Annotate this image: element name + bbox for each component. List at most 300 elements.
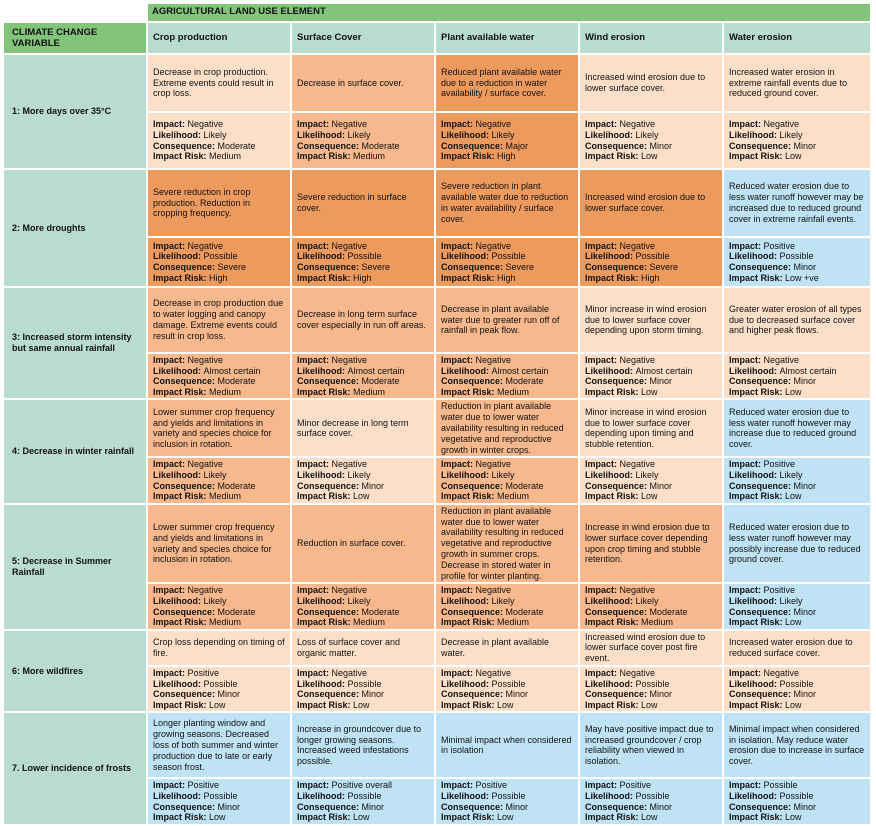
rating-key-consequence: Consequence xyxy=(441,801,501,812)
rating-value-consequence: Minor xyxy=(649,801,673,812)
rating-line-impact: Impact: Negative xyxy=(297,355,368,365)
rating-key-impact: Impact xyxy=(297,459,327,470)
rating-line-consequence: Consequence: Minor xyxy=(585,140,673,151)
rating-value-consequence: Minor xyxy=(217,801,241,812)
rating-key-consequence: Consequence xyxy=(297,376,357,387)
rating-value-impact: Negative xyxy=(763,668,800,679)
rating-value-likelihood: Possible xyxy=(779,678,814,689)
effect-description-wind-erosion: Minor increase in wind erosion due to lower surface cover depending upon timing and stubble retention. xyxy=(580,400,722,456)
rating-line-likelihood: Likelihood: Possible xyxy=(153,678,238,689)
rating-value-impact: Positive xyxy=(763,240,796,251)
rating-line-impact: Impact: Negative xyxy=(441,668,512,679)
rating-key-likelihood: Likelihood xyxy=(729,365,774,376)
rating-value-likelihood: Almost certain xyxy=(635,365,693,376)
rating-key-risk: Impact Risk xyxy=(729,812,780,823)
rating-key-consequence: Consequence xyxy=(729,689,789,700)
rating-value-consequence: Minor xyxy=(649,480,673,491)
risk-rating-water-erosion xyxy=(724,779,870,823)
rating-key-likelihood: Likelihood xyxy=(729,129,774,140)
risk-rating-surface-cover xyxy=(292,584,434,628)
rating-key-consequence: Consequence xyxy=(585,262,645,272)
rating-value-risk: Low xyxy=(497,699,514,710)
rating-value-likelihood: Possible xyxy=(635,251,670,262)
rating-line-impact: Impact: Negative xyxy=(441,585,512,596)
rating-value-risk: Low +ve xyxy=(785,272,819,283)
risk-rating-water-erosion xyxy=(724,667,870,711)
rating-line-impact: Impact: Negative xyxy=(297,585,368,596)
rating-key-consequence: Consequence xyxy=(585,689,645,700)
rating-line-consequence: Consequence: Minor xyxy=(297,689,385,700)
column-header-water-erosion: Water erosion xyxy=(724,23,870,53)
risk-rating-crop-production xyxy=(148,458,290,502)
rating-key-consequence: Consequence xyxy=(297,140,357,151)
rating-line-likelihood: Likelihood: Likely xyxy=(585,129,659,140)
rating-line-risk: Impact Risk: High xyxy=(585,272,660,283)
rating-key-risk: Impact Risk xyxy=(153,386,204,397)
rating-key-likelihood: Likelihood xyxy=(153,251,198,262)
rating-value-consequence: Minor xyxy=(649,689,673,700)
rating-line-likelihood: Likelihood: Possible xyxy=(441,791,526,802)
rating-line-impact: Impact: Positive xyxy=(153,780,220,791)
rating-key-impact: Impact xyxy=(585,459,615,470)
rating-key-risk: Impact Risk xyxy=(729,617,780,628)
rating-line-consequence: Consequence: Minor xyxy=(153,801,241,812)
rating-line-risk: Impact Risk: Medium xyxy=(441,386,530,397)
rating-key-likelihood: Likelihood xyxy=(441,678,486,689)
rating-line-consequence: Consequence: Minor xyxy=(729,606,817,617)
rating-key-likelihood: Likelihood xyxy=(729,595,774,606)
rating-key-impact: Impact xyxy=(441,240,471,251)
risk-rating-plant-available-water xyxy=(436,238,578,286)
rating-key-risk: Impact Risk xyxy=(297,272,348,283)
rating-key-consequence: Consequence xyxy=(441,262,501,272)
rating-value-consequence: Minor xyxy=(793,262,817,272)
rating-value-likelihood: Possible xyxy=(635,678,670,689)
rating-key-risk: Impact Risk xyxy=(297,386,348,397)
rating-line-impact: Impact: Positive overall xyxy=(297,780,393,791)
rating-line-likelihood: Likelihood: Possible xyxy=(297,678,382,689)
rating-key-impact: Impact xyxy=(297,668,327,679)
rating-key-consequence: Consequence xyxy=(297,801,357,812)
effect-description-water-erosion: Reduced water erosion due to less water runoff however may possibly increase due to reduced ground cover. xyxy=(724,505,870,583)
rating-value-impact: Negative xyxy=(187,585,224,596)
rating-key-impact: Impact xyxy=(585,585,615,596)
rating-key-likelihood: Likelihood xyxy=(729,678,774,689)
rating-value-risk: High xyxy=(497,151,516,162)
effect-description-water-erosion: Increased water erosion due to reduced surface cover. xyxy=(724,631,870,665)
rating-value-consequence: Moderate xyxy=(361,140,400,151)
rating-line-impact: Impact: Negative xyxy=(585,585,656,596)
rating-line-likelihood: Likelihood: Possible xyxy=(441,251,526,262)
rating-value-likelihood: Possible xyxy=(491,678,526,689)
rating-line-consequence: Consequence: Minor xyxy=(729,262,817,272)
rating-value-impact: Negative xyxy=(331,355,368,365)
rating-value-impact: Negative xyxy=(331,119,368,130)
rating-key-impact: Impact xyxy=(153,459,183,470)
effect-description-surface-cover: Loss of surface cover and organic matter. xyxy=(292,631,434,665)
rating-key-likelihood: Likelihood xyxy=(153,129,198,140)
rating-key-consequence: Consequence xyxy=(153,606,213,617)
column-header-surface-cover: Surface Cover xyxy=(292,23,434,53)
rating-key-likelihood: Likelihood xyxy=(153,595,198,606)
rating-value-consequence: Minor xyxy=(793,140,817,151)
risk-rating-crop-production xyxy=(148,238,290,286)
risk-rating-surface-cover xyxy=(292,667,434,711)
rating-line-consequence: Consequence: Moderate xyxy=(441,376,544,387)
rating-value-impact: Positive xyxy=(475,780,508,791)
rating-value-impact: Negative xyxy=(619,668,656,679)
rating-key-likelihood: Likelihood xyxy=(441,791,486,802)
rating-key-impact: Impact xyxy=(729,240,759,251)
land-use-element-header: AGRICULTURAL LAND USE ELEMENT xyxy=(148,4,870,21)
rating-key-risk: Impact Risk xyxy=(441,699,492,710)
rating-value-consequence: Minor xyxy=(505,801,529,812)
rating-value-consequence: Moderate xyxy=(649,606,688,617)
rating-value-likelihood: Likely xyxy=(203,469,227,480)
rating-value-consequence: Moderate xyxy=(217,140,256,151)
table-row-description xyxy=(4,288,870,352)
effect-description-surface-cover: Decrease in surface cover. xyxy=(292,55,434,111)
rating-value-impact: Negative xyxy=(475,240,512,251)
rating-value-impact: Negative xyxy=(763,355,800,365)
column-header-wind-erosion: Wind erosion xyxy=(580,23,722,53)
column-header-plant-available-water: Plant available water xyxy=(436,23,578,53)
rating-value-likelihood: Possible xyxy=(491,251,526,262)
risk-rating-water-erosion xyxy=(724,458,870,502)
rating-line-likelihood: Likelihood: Almost certain xyxy=(153,365,261,376)
risk-rating-plant-available-water xyxy=(436,354,578,398)
rating-key-impact: Impact xyxy=(153,119,183,130)
rating-line-consequence: Consequence: Minor xyxy=(729,140,817,151)
rating-value-risk: Medium xyxy=(497,491,530,502)
rating-value-impact: Possible xyxy=(763,780,798,791)
rating-value-likelihood: Likely xyxy=(203,129,227,140)
risk-rating-water-erosion xyxy=(724,113,870,168)
rating-key-consequence: Consequence xyxy=(297,689,357,700)
rating-key-risk: Impact Risk xyxy=(441,812,492,823)
rating-key-impact: Impact xyxy=(153,585,183,596)
rating-line-risk: Impact Risk: Low xyxy=(441,812,514,823)
rating-line-consequence: Consequence: Moderate xyxy=(441,606,544,617)
effect-description-plant-available-water: Severe reduction in plant available water due to reduction in water availability / surface cover. xyxy=(436,170,578,236)
header-spacer xyxy=(4,4,146,21)
rating-line-risk: Impact Risk: Low +ve xyxy=(729,272,819,283)
rating-value-risk: Low xyxy=(785,386,802,397)
rating-line-likelihood: Likelihood: Possible xyxy=(297,791,382,802)
rating-line-likelihood: Likelihood: Likely xyxy=(297,595,371,606)
rating-key-likelihood: Likelihood xyxy=(585,251,630,262)
rating-key-consequence: Consequence xyxy=(297,480,357,491)
rating-line-consequence: Consequence: Moderate xyxy=(297,376,400,387)
rating-value-risk: Low xyxy=(353,812,370,823)
rating-value-likelihood: Possible xyxy=(779,251,814,262)
rating-key-risk: Impact Risk xyxy=(729,151,780,162)
rating-key-risk: Impact Risk xyxy=(441,151,492,162)
rating-line-impact: Impact: Negative xyxy=(585,355,656,365)
rating-value-impact: Negative xyxy=(331,668,368,679)
rating-value-risk: Low xyxy=(785,812,802,823)
rating-line-consequence: Consequence: Minor xyxy=(729,689,817,700)
rating-key-risk: Impact Risk xyxy=(729,386,780,397)
rating-line-risk: Impact Risk: Low xyxy=(585,699,658,710)
rating-key-risk: Impact Risk xyxy=(153,617,204,628)
rating-key-risk: Impact Risk xyxy=(585,617,636,628)
rating-value-likelihood: Possible xyxy=(635,791,670,802)
rating-key-consequence: Consequence xyxy=(297,262,357,272)
rating-value-impact: Positive xyxy=(187,668,220,679)
rating-line-likelihood: Likelihood: Likely xyxy=(441,595,515,606)
rating-line-risk: Impact Risk: Low xyxy=(153,812,226,823)
rating-line-risk: Impact Risk: Low xyxy=(585,151,658,162)
rating-value-consequence: Severe xyxy=(217,262,247,272)
rating-line-likelihood: Likelihood: Possible xyxy=(153,251,238,262)
rating-value-impact: Negative xyxy=(619,459,656,470)
rating-key-risk: Impact Risk xyxy=(153,151,204,162)
effect-description-plant-available-water: Minimal impact when considered in isolation xyxy=(436,713,578,777)
rating-line-likelihood: Likelihood: Possible xyxy=(441,678,526,689)
rating-line-risk: Impact Risk: Low xyxy=(441,699,514,710)
rating-value-impact: Positive xyxy=(619,780,652,791)
rating-value-likelihood: Almost certain xyxy=(347,365,405,376)
risk-rating-crop-production xyxy=(148,113,290,168)
rating-line-impact: Impact: Negative xyxy=(585,240,656,251)
rating-value-risk: Low xyxy=(641,151,658,162)
risk-rating-wind-erosion xyxy=(580,458,722,502)
rating-value-risk: Medium xyxy=(353,386,386,397)
rating-value-risk: Low xyxy=(641,386,658,397)
rating-key-impact: Impact xyxy=(297,119,327,130)
rating-value-risk: Low xyxy=(641,812,658,823)
rating-line-consequence: Consequence: Severe xyxy=(153,262,247,272)
rating-key-consequence: Consequence xyxy=(153,140,213,151)
rating-value-likelihood: Likely xyxy=(491,595,515,606)
rating-value-impact: Negative xyxy=(331,585,368,596)
rating-key-consequence: Consequence xyxy=(729,140,789,151)
rating-value-impact: Negative xyxy=(475,585,512,596)
rating-key-risk: Impact Risk xyxy=(585,491,636,502)
rating-line-risk: Impact Risk: Low xyxy=(729,151,802,162)
rating-line-consequence: Consequence: Moderate xyxy=(153,606,256,617)
rating-key-impact: Impact xyxy=(585,668,615,679)
rating-key-impact: Impact xyxy=(297,585,327,596)
rating-key-impact: Impact xyxy=(441,668,471,679)
rating-line-impact: Impact: Negative xyxy=(441,459,512,470)
rating-value-likelihood: Possible xyxy=(203,678,238,689)
rating-value-likelihood: Likely xyxy=(635,129,659,140)
rating-value-consequence: Moderate xyxy=(217,376,256,387)
rating-key-likelihood: Likelihood xyxy=(585,365,630,376)
rating-value-likelihood: Likely xyxy=(347,595,371,606)
rating-key-impact: Impact xyxy=(585,355,615,365)
rating-value-likelihood: Likely xyxy=(635,469,659,480)
rating-value-consequence: Minor xyxy=(217,689,241,700)
risk-rating-crop-production xyxy=(148,667,290,711)
rating-line-likelihood: Likelihood: Possible xyxy=(585,251,670,262)
rating-key-impact: Impact xyxy=(153,240,183,251)
rating-value-risk: High xyxy=(353,272,372,283)
effect-description-surface-cover: Increase in groundcover due to longer growing seasons. Increased weed infestations possible. xyxy=(292,713,434,777)
risk-rating-wind-erosion xyxy=(580,113,722,168)
rating-line-impact: Impact: Positive xyxy=(729,240,796,251)
rating-key-risk: Impact Risk xyxy=(297,491,348,502)
rating-line-likelihood: Likelihood: Almost certain xyxy=(441,365,549,376)
rating-key-risk: Impact Risk xyxy=(153,272,204,283)
risk-rating-water-erosion xyxy=(724,354,870,398)
rating-key-impact: Impact xyxy=(297,240,327,251)
rating-key-likelihood: Likelihood xyxy=(585,129,630,140)
effect-description-plant-available-water: Decrease in plant available water. xyxy=(436,631,578,665)
risk-rating-surface-cover xyxy=(292,113,434,168)
rating-key-likelihood: Likelihood xyxy=(585,595,630,606)
risk-rating-surface-cover xyxy=(292,458,434,502)
rating-value-risk: Low xyxy=(785,699,802,710)
rating-key-risk: Impact Risk xyxy=(441,272,492,283)
rating-line-likelihood: Likelihood: Likely xyxy=(297,129,371,140)
rating-key-impact: Impact xyxy=(729,119,759,130)
rating-line-likelihood: Likelihood: Likely xyxy=(297,469,371,480)
effect-description-crop-production: Decrease in crop production. Extreme events could result in crop loss. xyxy=(148,55,290,111)
rating-key-likelihood: Likelihood xyxy=(729,251,774,262)
rating-line-impact: Impact: Negative xyxy=(297,459,368,470)
risk-rating-plant-available-water xyxy=(436,779,578,823)
rating-line-risk: Impact Risk: Low xyxy=(729,386,802,397)
rating-value-impact: Positive xyxy=(763,459,796,470)
risk-rating-crop-production xyxy=(148,354,290,398)
rating-value-likelihood: Likely xyxy=(779,129,803,140)
rating-key-consequence: Consequence xyxy=(729,376,789,387)
effect-description-wind-erosion: Increased wind erosion due to lower surface cover. xyxy=(580,170,722,236)
rating-key-impact: Impact xyxy=(153,668,183,679)
effect-description-wind-erosion: May have positive impact due to increased groundcover / crop reliability when viewed in isolation. xyxy=(580,713,722,777)
rating-value-risk: Low xyxy=(353,491,370,502)
rating-key-consequence: Consequence xyxy=(585,140,645,151)
rating-value-consequence: Minor xyxy=(793,689,817,700)
rating-value-risk: Low xyxy=(209,812,226,823)
risk-rating-crop-production xyxy=(148,584,290,628)
rating-line-consequence: Consequence: Moderate xyxy=(585,606,688,617)
rating-key-consequence: Consequence xyxy=(441,376,501,387)
risk-rating-plant-available-water xyxy=(436,667,578,711)
rating-line-likelihood: Likelihood: Likely xyxy=(585,595,659,606)
rating-key-impact: Impact xyxy=(585,780,615,791)
rating-key-impact: Impact xyxy=(585,240,615,251)
rating-value-consequence: Minor xyxy=(361,689,385,700)
table-row-description xyxy=(4,631,870,665)
rating-key-likelihood: Likelihood xyxy=(441,469,486,480)
rating-line-risk: Impact Risk: Low xyxy=(729,491,802,502)
rating-line-likelihood: Likelihood: Likely xyxy=(441,469,515,480)
effect-description-water-erosion: Increased water erosion in extreme rainfall events due to reduced ground cover. xyxy=(724,55,870,111)
rating-line-impact: Impact: Negative xyxy=(297,240,368,251)
rating-line-risk: Impact Risk: Low xyxy=(297,491,370,502)
effect-description-plant-available-water: Reduction in plant available water due to lower water availability resulting in reduced vegetative and reproductive growth in summer crops. Decrease in stored water in profile for winter planting. xyxy=(436,505,578,583)
rating-value-risk: High xyxy=(497,272,516,283)
rating-key-consequence: Consequence xyxy=(297,606,357,617)
rating-line-consequence: Consequence: Major xyxy=(441,140,529,151)
rating-value-consequence: Moderate xyxy=(505,376,544,387)
rating-key-likelihood: Likelihood xyxy=(297,129,342,140)
rating-line-risk: Impact Risk: High xyxy=(441,151,516,162)
rating-value-consequence: Moderate xyxy=(505,480,544,491)
rating-line-impact: Impact: Positive xyxy=(153,668,220,679)
rating-key-consequence: Consequence xyxy=(153,262,213,272)
climate-variable-label: 2: More droughts xyxy=(4,170,146,286)
rating-line-risk: Impact Risk: Medium xyxy=(441,491,530,502)
rating-line-impact: Impact: Negative xyxy=(441,240,512,251)
effect-description-plant-available-water: Reduction in plant available water due to lower water availability resulting in reduced vegetative and reproductive growth in winter crops. xyxy=(436,400,578,456)
header-row-top xyxy=(4,4,870,21)
rating-line-risk: Impact Risk: Medium xyxy=(585,617,674,628)
risk-rating-wind-erosion xyxy=(580,584,722,628)
rating-value-consequence: Moderate xyxy=(217,480,256,491)
rating-value-likelihood: Likely xyxy=(203,595,227,606)
rating-key-consequence: Consequence xyxy=(153,376,213,387)
rating-key-impact: Impact xyxy=(441,119,471,130)
rating-value-risk: Medium xyxy=(497,386,530,397)
rating-key-consequence: Consequence xyxy=(441,606,501,617)
rating-value-likelihood: Possible xyxy=(779,791,814,802)
rating-value-risk: Low xyxy=(353,699,370,710)
rating-value-risk: High xyxy=(641,272,660,283)
rating-value-risk: Medium xyxy=(209,151,242,162)
rating-value-consequence: Moderate xyxy=(505,606,544,617)
rating-key-impact: Impact xyxy=(729,585,759,596)
rating-value-risk: Low xyxy=(785,151,802,162)
rating-key-risk: Impact Risk xyxy=(585,386,636,397)
rating-value-impact: Negative xyxy=(187,119,224,130)
effect-description-water-erosion: Reduced water erosion due to less water runoff however may be increased due to reduced ground cover in extreme rainfall events. xyxy=(724,170,870,236)
effect-description-water-erosion: Reduced water erosion due to less water runoff however may increase due to reduced ground cover. xyxy=(724,400,870,456)
climate-risk-table xyxy=(2,2,872,826)
rating-line-likelihood: Likelihood: Almost certain xyxy=(585,365,693,376)
rating-key-impact: Impact xyxy=(441,780,471,791)
rating-key-likelihood: Likelihood xyxy=(297,678,342,689)
risk-rating-water-erosion xyxy=(724,584,870,628)
climate-variable-label: 7. Lower incidence of frosts xyxy=(4,713,146,823)
rating-value-risk: Medium xyxy=(353,617,386,628)
rating-value-likelihood: Likely xyxy=(779,595,803,606)
effect-description-water-erosion: Minimal impact when considered in isolation. May reduce water erosion due to increase in surface cover. xyxy=(724,713,870,777)
rating-line-likelihood: Likelihood: Likely xyxy=(153,129,227,140)
rating-key-consequence: Consequence xyxy=(441,140,501,151)
rating-value-likelihood: Almost certain xyxy=(203,365,261,376)
rating-line-likelihood: Likelihood: Possible xyxy=(729,678,814,689)
rating-value-likelihood: Likely xyxy=(635,595,659,606)
rating-value-risk: Low xyxy=(497,812,514,823)
rating-line-consequence: Consequence: Minor xyxy=(441,801,529,812)
rating-line-impact: Impact: Negative xyxy=(297,119,368,130)
rating-key-consequence: Consequence xyxy=(585,606,645,617)
rating-key-likelihood: Likelihood xyxy=(153,791,198,802)
climate-variable-label: 3: Increased storm intensity but same annual rainfall xyxy=(4,288,146,398)
rating-key-risk: Impact Risk xyxy=(441,386,492,397)
rating-value-consequence: Severe xyxy=(361,262,391,272)
rating-line-impact: Impact: Negative xyxy=(585,459,656,470)
rating-line-risk: Impact Risk: High xyxy=(297,272,372,283)
rating-line-risk: Impact Risk: Medium xyxy=(153,151,242,162)
rating-value-consequence: Minor xyxy=(361,801,385,812)
effect-description-crop-production: Severe reduction in crop production. Reduction in cropping frequency. xyxy=(148,170,290,236)
table-row-description xyxy=(4,713,870,777)
rating-value-impact: Positive xyxy=(187,780,220,791)
rating-key-likelihood: Likelihood xyxy=(297,365,342,376)
header-row-columns xyxy=(4,23,870,53)
rating-key-consequence: Consequence xyxy=(441,689,501,700)
rating-value-likelihood: Possible xyxy=(203,251,238,262)
rating-key-impact: Impact xyxy=(729,459,759,470)
rating-key-likelihood: Likelihood xyxy=(441,365,486,376)
rating-value-likelihood: Possible xyxy=(347,678,382,689)
